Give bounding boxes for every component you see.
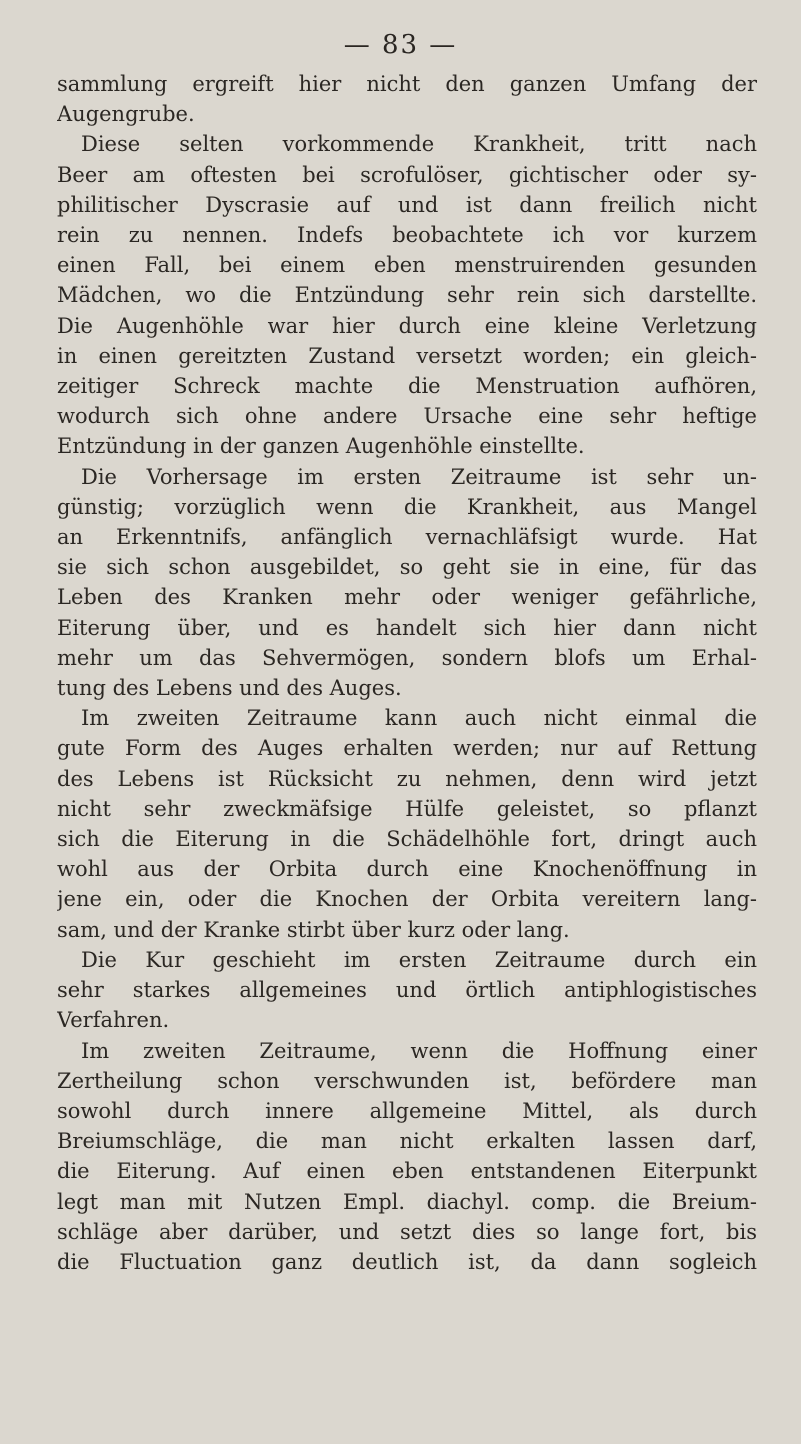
text-line: rein zu nennen. Indefs beobachtete ich vor kurzem xyxy=(57,223,757,248)
text-line: an Erkenntnifs, anfänglich vernachläfsigt wurde. Hat xyxy=(57,525,757,550)
text-line: Diese selten vorkommende Krankheit, tritt nach xyxy=(81,132,757,157)
text-line: günstig; vorzüglich wenn die Krankheit, aus Mangel xyxy=(57,494,757,519)
text-line: mehr um das Sehvermögen, sondern blofs um Erhal- xyxy=(57,645,757,670)
text-line: Verfahren. xyxy=(57,1008,170,1033)
text-line: Im zweiten Zeitraume, wenn die Hoffnung einer xyxy=(81,1038,757,1063)
text-line: sehr starkes allgemeines und örtlich antiphlogistisches xyxy=(57,978,757,1003)
text-line: Leben des Kranken mehr oder weniger gefährliche, xyxy=(57,585,757,610)
text-line: Im zweiten Zeitraume kann auch nicht einmal die xyxy=(81,706,757,731)
text-line: nicht sehr zweckmäfsige Hülfe geleistet, so pflanzt xyxy=(57,796,757,821)
text-line: Zertheilung schon verschwunden ist, befördere man xyxy=(57,1068,757,1093)
text-line: sowohl durch innere allgemeine Mittel, als durch xyxy=(57,1098,757,1123)
text-line: gute Form des Auges erhalten werden; nur auf Rettung xyxy=(57,736,757,761)
text-line: die Fluctuation ganz deutlich ist, da dann sogleich xyxy=(57,1249,757,1274)
text-line: wodurch sich ohne andere Ursache eine sehr heftige xyxy=(57,404,757,429)
text-line: sich die Eiterung in die Schädelhöhle fort, dringt auch xyxy=(57,827,757,852)
text-line: schläge aber darüber, und setzt dies so lange fort, bis xyxy=(57,1219,757,1244)
text-line: jene ein, oder die Knochen der Orbita vereitern lang- xyxy=(57,887,757,912)
text-line: Die Vorhersage im ersten Zeitraume ist sehr un- xyxy=(81,464,757,489)
text-line: sie sich schon ausgebildet, so geht sie in eine, für das xyxy=(57,555,757,580)
text-line: legt man mit Nutzen Empl. diachyl. comp. die Breium- xyxy=(57,1189,757,1214)
text-line: zeitiger Schreck machte die Menstruation aufhören, xyxy=(57,374,757,399)
text-line: einen Fall, bei einem eben menstruirenden gesunden xyxy=(57,253,757,278)
text-line: Beer am oftesten bei scrofulöser, gichtischer oder sy- xyxy=(57,162,757,187)
text-line: tung des Lebens und des Auges. xyxy=(57,676,402,701)
text-line: sammlung ergreift hier nicht den ganzen Umfang der xyxy=(57,72,757,96)
page-number: — 83 — xyxy=(343,30,458,60)
text-line: Augengrube. xyxy=(57,102,195,127)
text-line: Die Augenhöhle war hier durch eine kleine Verletzung xyxy=(57,313,757,338)
text-line: Die Kur geschieht im ersten Zeitraume durch ein xyxy=(81,947,757,972)
text-line: philitischer Dyscrasie auf und ist dann freilich nicht xyxy=(57,192,757,217)
text-line: sam, und der Kranke stirbt über kurz oder lang. xyxy=(57,917,570,942)
text-line: Breiumschläge, die man nicht erkalten lassen darf, xyxy=(57,1129,757,1154)
text-line: des Lebens ist Rücksicht zu nehmen, denn wird jetzt xyxy=(57,766,757,791)
text-line: die Eiterung. Auf einen eben entstandenen Eiterpunkt xyxy=(57,1159,757,1184)
text-line: Eiterung über, und es handelt sich hier dann nicht xyxy=(57,615,757,640)
text-line: Entzündung in der ganzen Augenhöhle einstellte. xyxy=(57,434,585,459)
body-text xyxy=(57,69,757,1277)
text-line: wohl aus der Orbita durch eine Knochenöffnung in xyxy=(57,857,757,882)
text-line: Mädchen, wo die Entzündung sehr rein sich darstellte. xyxy=(57,283,757,308)
text-line: in einen gereitzten Zustand versetzt worden; ein gleich- xyxy=(57,343,757,368)
